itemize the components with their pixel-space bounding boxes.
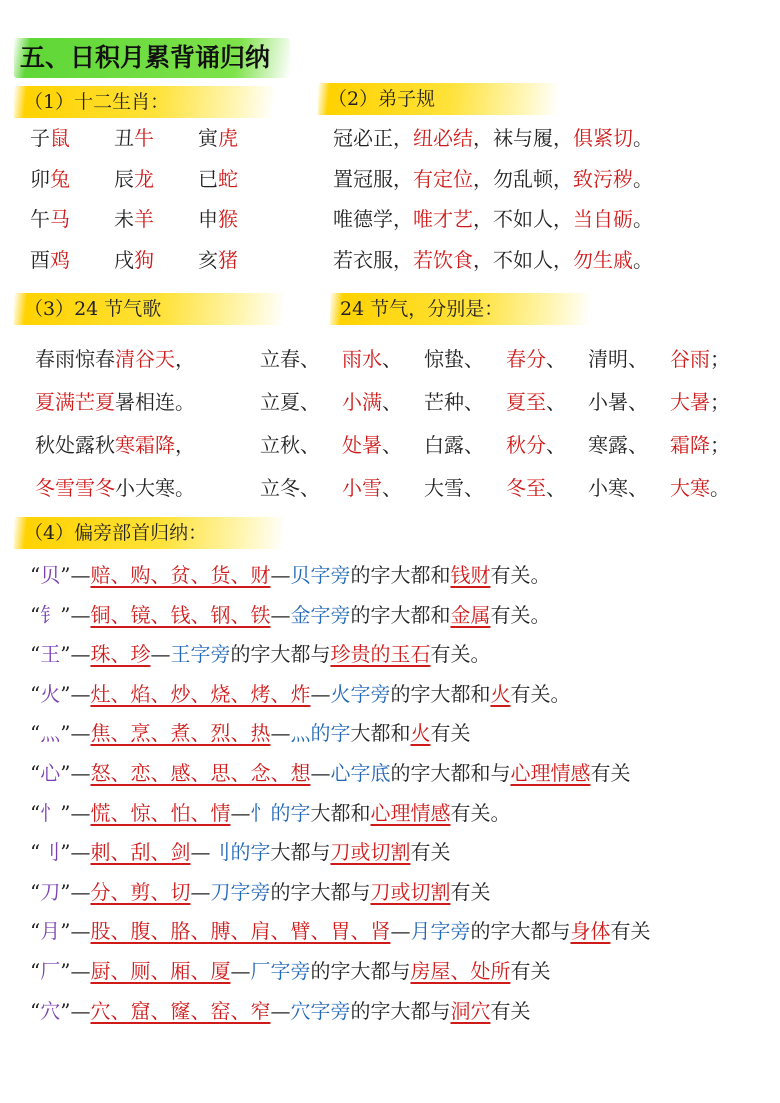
- jieqi-term: [588, 467, 670, 510]
- radical-char: 贝: [40, 563, 61, 587]
- radical-name: 刀字旁: [210, 879, 271, 904]
- zodiac-branch: 亥: [198, 247, 218, 272]
- jieqi-term: [424, 424, 506, 467]
- radical-row: [30, 952, 650, 992]
- zodiac-branch: 戌: [114, 247, 134, 272]
- radical-end: 有关。: [510, 681, 571, 706]
- zodiac-branch: 未: [114, 207, 134, 231]
- zodiac-row: [30, 199, 282, 240]
- dizigui-segment: ，不如人，: [473, 247, 573, 272]
- jieqi-song-line: [35, 338, 195, 381]
- radical-end: 有关: [610, 919, 651, 944]
- zodiac-branch: 辰: [114, 166, 134, 191]
- dash: —: [190, 879, 211, 904]
- zodiac-item: [30, 159, 114, 200]
- jieqi-song-heading: （3）24 节气歌: [14, 293, 284, 325]
- zodiac-item: [114, 199, 198, 240]
- zodiac-row: [30, 118, 282, 159]
- jieqi-list-heading: 24 节气，分别是：: [330, 293, 590, 325]
- zodiac-item: [114, 118, 198, 159]
- zodiac-animal: 鸡: [50, 247, 70, 272]
- jieqi-term-name: 立冬: [260, 476, 300, 500]
- zodiac-item: [114, 159, 198, 200]
- jieqi-term: [260, 381, 342, 424]
- zodiac-row: [30, 240, 282, 281]
- zodiac-animal: 龙: [134, 166, 154, 191]
- jieqi-term-name: 霜降: [670, 433, 710, 457]
- radical-row: [30, 556, 650, 596]
- jieqi-song-part: 暑相连。: [115, 390, 195, 414]
- jieqi-term: [424, 381, 506, 424]
- jieqi-term-name: 处暑: [342, 433, 382, 457]
- dash: —: [310, 760, 331, 785]
- jieqi-sep: 、: [464, 476, 484, 500]
- radical-char: 刀: [40, 879, 61, 904]
- jieqi-list-row: [260, 338, 752, 381]
- dash: —: [230, 958, 251, 983]
- radical-end: 有关。: [430, 642, 491, 667]
- jieqi-end: 。: [710, 476, 730, 500]
- jieqi-song-part: 小大寒。: [115, 476, 195, 500]
- zodiac-animal: 牛: [134, 126, 154, 150]
- radical-end: 有关: [490, 998, 531, 1023]
- radical-mid: 的字大都与: [310, 958, 411, 983]
- jieqi-term: [670, 467, 752, 510]
- quote-close: ”—: [60, 919, 91, 944]
- radical-char: 火: [40, 681, 61, 706]
- jieqi-sep: 、: [382, 476, 402, 500]
- jieqi-sep: 、: [628, 390, 648, 414]
- jieqi-sep: 、: [464, 390, 484, 414]
- zodiac-branch: 卯: [30, 166, 50, 191]
- zodiac-branch: 寅: [198, 126, 218, 150]
- radical-mid: 大都和: [310, 800, 371, 825]
- zodiac-item: [30, 118, 114, 159]
- dizigui-segment: 。: [633, 166, 653, 191]
- jieqi-song-line: [35, 381, 195, 424]
- radical-mid: 的字大都和: [350, 602, 451, 627]
- radical-topic: 洞穴: [450, 998, 491, 1023]
- jieqi-term-name: 雨水: [342, 347, 382, 371]
- jieqi-sep: 、: [382, 347, 402, 371]
- radical-name: 贝字旁: [290, 563, 351, 587]
- zodiac-row: [30, 159, 282, 200]
- radical-topic: 刀或切割: [330, 840, 411, 865]
- jieqi-sep: 、: [300, 390, 320, 414]
- dizigui-segment: 。: [633, 247, 653, 272]
- dash: —: [270, 563, 291, 587]
- radical-topic: 金属: [450, 602, 491, 627]
- jieqi-term: [588, 338, 670, 381]
- jieqi-sep: 、: [300, 476, 320, 500]
- radical-mid: 大都和: [350, 721, 411, 746]
- dizigui-segment: 有定位: [413, 166, 473, 191]
- radical-row: [30, 675, 650, 715]
- jieqi-sep: 、: [546, 347, 566, 371]
- radical-name: 忄的字: [250, 800, 311, 825]
- radical-examples: 慌、惊、怕、情: [90, 800, 231, 825]
- jieqi-song-punct: ，: [175, 433, 195, 457]
- jieqi-sep: 、: [382, 390, 402, 414]
- radical-examples: 刺、刮、剑: [90, 840, 191, 865]
- quote-open: “: [30, 958, 41, 983]
- zodiac-heading: （1）十二生肖：: [14, 86, 274, 118]
- radical-name: 刂的字: [210, 840, 271, 865]
- jieqi-term-name: 小满: [342, 390, 382, 414]
- jieqi-sep: 、: [546, 390, 566, 414]
- jieqi-term-name: 谷雨: [670, 347, 710, 371]
- jieqi-term: [506, 424, 588, 467]
- jieqi-term: [424, 467, 506, 510]
- radical-topic: 刀或切割: [370, 879, 451, 904]
- radical-name: 月字旁: [410, 919, 471, 944]
- radical-examples: 珠、珍: [90, 642, 151, 667]
- zodiac-branch: 午: [30, 207, 50, 231]
- radical-examples: 赔、购、贫、货、财: [90, 563, 271, 587]
- dizigui-segment: 唯才艺: [413, 207, 473, 231]
- jieqi-term: [424, 338, 506, 381]
- dizigui-segment: 纽必结: [413, 126, 473, 150]
- radical-examples: 灶、焰、炒、烧、烤、炸: [90, 681, 311, 706]
- jieqi-sep: 、: [628, 476, 648, 500]
- jieqi-term: [342, 338, 424, 381]
- quote-close: ”—: [60, 563, 91, 587]
- radical-char: 月: [40, 919, 61, 944]
- radical-char: 忄: [40, 800, 61, 825]
- radical-mid: 的字大都和: [390, 681, 491, 706]
- radical-topic: 火: [410, 721, 431, 746]
- quote-open: “: [30, 879, 41, 904]
- quote-open: “: [30, 760, 41, 785]
- jieqi-sep: 、: [546, 476, 566, 500]
- radical-char: 灬: [40, 721, 61, 746]
- dizigui-line: [333, 118, 653, 159]
- jieqi-term: [260, 338, 342, 381]
- zodiac-item: [198, 240, 282, 281]
- jieqi-sep: 、: [628, 347, 648, 371]
- jieqi-song-line: [35, 424, 195, 467]
- radical-mid: 的字大都与: [470, 919, 571, 944]
- radical-end: 有关。: [490, 563, 551, 587]
- radical-examples: 铜、镜、钱、钢、铁: [90, 602, 271, 627]
- page-title: 五、日积月累背诵归纳: [14, 38, 290, 78]
- jieqi-song-part: 清谷天: [115, 347, 175, 371]
- quote-open: “: [30, 642, 41, 667]
- dizigui-segment: 。: [633, 207, 653, 231]
- quote-close: ”—: [60, 958, 91, 983]
- radical-name: 火字旁: [330, 681, 391, 706]
- zodiac-animal: 兔: [50, 166, 70, 191]
- dash: —: [190, 840, 211, 865]
- quote-open: “: [30, 840, 41, 865]
- jieqi-term-name: 大雪: [424, 476, 464, 500]
- quote-open: “: [30, 602, 41, 627]
- quote-open: “: [30, 563, 41, 587]
- radical-row: [30, 992, 650, 1032]
- zodiac-animal: 猪: [218, 247, 238, 272]
- radical-row: [30, 833, 650, 873]
- quote-close: ”—: [60, 642, 91, 667]
- zodiac-branch: 子: [30, 126, 50, 150]
- dizigui-grid: [333, 118, 653, 280]
- jieqi-term-name: 小雪: [342, 476, 382, 500]
- jieqi-term: [670, 381, 752, 424]
- jieqi-term-name: 立夏: [260, 390, 300, 414]
- zodiac-branch: 丑: [114, 126, 134, 150]
- jieqi-term-name: 大暑: [670, 390, 710, 414]
- jieqi-song-part: 寒霜降: [115, 433, 175, 457]
- jieqi-song-line: [35, 467, 195, 510]
- dash: —: [310, 681, 331, 706]
- jieqi-term: [342, 467, 424, 510]
- jieqi-end: ；: [710, 347, 730, 371]
- quote-open: “: [30, 998, 41, 1023]
- zodiac-animal: 猴: [218, 207, 238, 231]
- jieqi-list-row: [260, 424, 752, 467]
- zodiac-animal: 虎: [218, 126, 238, 150]
- dash: —: [150, 642, 171, 667]
- radical-topic: 房屋、处所: [410, 958, 511, 983]
- dizigui-segment: 。: [633, 126, 653, 150]
- jieqi-sep: 、: [300, 347, 320, 371]
- dizigui-segment: 置冠服，: [333, 166, 413, 191]
- radical-name: 厂字旁: [250, 958, 311, 983]
- zodiac-item: [30, 199, 114, 240]
- zodiac-item: [30, 240, 114, 281]
- zodiac-grid: [30, 118, 282, 280]
- zodiac-animal: 狗: [134, 247, 154, 272]
- radical-end: 有关: [450, 879, 491, 904]
- jieqi-sep: 、: [546, 433, 566, 457]
- jieqi-term-name: 立秋: [260, 433, 300, 457]
- radical-name: 灬的字: [290, 721, 351, 746]
- jieqi-term: [588, 381, 670, 424]
- jieqi-sep: 、: [300, 433, 320, 457]
- quote-open: “: [30, 721, 41, 746]
- jieqi-term-name: 白露: [424, 433, 464, 457]
- quote-close: ”—: [60, 602, 91, 627]
- zodiac-animal: 羊: [134, 207, 154, 231]
- radical-examples: 怒、恋、感、思、念、想: [90, 760, 311, 785]
- dizigui-segment: 勿生戚: [573, 247, 633, 272]
- zodiac-branch: 酉: [30, 247, 50, 272]
- dizigui-segment: ，不如人，: [473, 207, 573, 231]
- radical-topic: 钱财: [450, 563, 491, 587]
- radical-examples: 分、剪、切: [90, 879, 191, 904]
- jieqi-song-part: 冬雪雪冬: [35, 476, 115, 500]
- radical-examples: 穴、窟、窿、窑、窄: [90, 998, 271, 1023]
- zodiac-item: [198, 199, 282, 240]
- dizigui-segment: ，勿乱顿，: [473, 166, 573, 191]
- zodiac-item: [198, 118, 282, 159]
- radical-mid: 的字大都与: [350, 998, 451, 1023]
- radical-row: [30, 635, 650, 675]
- jieqi-term-name: 寒露: [588, 433, 628, 457]
- dizigui-segment: ，袜与履，: [473, 126, 573, 150]
- jieqi-term-name: 立春: [260, 347, 300, 371]
- radicals-list: [30, 556, 650, 1031]
- jieqi-term-name: 小寒: [588, 476, 628, 500]
- jieqi-sep: 、: [382, 433, 402, 457]
- jieqi-sep: 、: [628, 433, 648, 457]
- dizigui-segment: 唯德学，: [333, 207, 413, 231]
- zodiac-animal: 鼠: [50, 126, 70, 150]
- dizigui-segment: 冠必正，: [333, 126, 413, 150]
- quote-close: ”—: [60, 681, 91, 706]
- jieqi-sep: 、: [464, 347, 484, 371]
- jieqi-end: ；: [710, 433, 730, 457]
- jieqi-term-name: 春分: [506, 347, 546, 371]
- jieqi-term-name: 芒种: [424, 390, 464, 414]
- radical-examples: 厨、厕、厢、厦: [90, 958, 231, 983]
- quote-open: “: [30, 681, 41, 706]
- quote-close: ”—: [60, 840, 91, 865]
- radical-examples: 焦、烹、煮、烈、热: [90, 721, 271, 746]
- radical-row: [30, 912, 650, 952]
- jieqi-term: [670, 338, 752, 381]
- jieqi-term: [506, 338, 588, 381]
- zodiac-animal: 马: [50, 207, 70, 231]
- dizigui-segment: 俱紧切: [573, 126, 633, 150]
- jieqi-sep: 、: [464, 433, 484, 457]
- radical-row: [30, 873, 650, 913]
- jieqi-term: [588, 424, 670, 467]
- quote-open: “: [30, 919, 41, 944]
- radical-topic: 珍贵的玉石: [330, 642, 431, 667]
- jieqi-song-part: 春雨惊春: [35, 347, 115, 371]
- jieqi-song-part: 秋处露秋: [35, 433, 115, 457]
- radical-topic: 身体: [570, 919, 611, 944]
- radical-end: 有关: [410, 840, 451, 865]
- jieqi-song-punct: ，: [175, 347, 195, 371]
- dash: —: [390, 919, 411, 944]
- radical-mid: 的字大都与: [270, 879, 371, 904]
- quote-close: ”—: [60, 879, 91, 904]
- radical-end: 有关。: [450, 800, 511, 825]
- radical-end: 有关: [510, 958, 551, 983]
- radical-row: [30, 794, 650, 834]
- dizigui-segment: 当自砺: [573, 207, 633, 231]
- zodiac-branch: 申: [198, 207, 218, 231]
- jieqi-term-name: 冬至: [506, 476, 546, 500]
- dizigui-line: [333, 240, 653, 281]
- radicals-heading: （4）偏旁部首归纳：: [14, 517, 284, 549]
- jieqi-term: [260, 424, 342, 467]
- radical-end: 有关: [590, 760, 631, 785]
- radical-end: 有关: [430, 721, 471, 746]
- radical-char: 穴: [40, 998, 61, 1023]
- radical-topic: 心理情感: [510, 760, 591, 785]
- radical-name: 心字底: [330, 760, 391, 785]
- quote-close: ”—: [60, 721, 91, 746]
- zodiac-item: [114, 240, 198, 281]
- jieqi-list-row: [260, 467, 752, 510]
- jieqi-term-name: 惊蛰: [424, 347, 464, 371]
- radical-mid: 的字大都和与: [390, 760, 511, 785]
- radical-name: 穴字旁: [290, 998, 351, 1023]
- zodiac-item: [198, 159, 282, 200]
- radical-char: 钅: [40, 602, 61, 627]
- jieqi-term: [506, 467, 588, 510]
- radical-char: 王: [40, 642, 61, 667]
- quote-close: ”—: [60, 800, 91, 825]
- jieqi-term-name: 大寒: [670, 476, 710, 500]
- quote-close: ”—: [60, 998, 91, 1023]
- radical-char: 厂: [40, 958, 61, 983]
- radical-topic: 火: [490, 681, 511, 706]
- jieqi-list-row: [260, 381, 752, 424]
- dash: —: [270, 602, 291, 627]
- zodiac-animal: 蛇: [218, 166, 238, 191]
- radical-row: [30, 714, 650, 754]
- jieqi-list: [260, 338, 752, 510]
- zodiac-branch: 已: [198, 166, 218, 191]
- jieqi-term: [506, 381, 588, 424]
- jieqi-term-name: 小暑: [588, 390, 628, 414]
- radical-char: 心: [40, 760, 61, 785]
- radical-row: [30, 596, 650, 636]
- radical-mid: 的字大都与: [230, 642, 331, 667]
- jieqi-term-name: 清明: [588, 347, 628, 371]
- radical-name: 王字旁: [170, 642, 231, 667]
- dizigui-heading: （2）弟子规: [318, 83, 558, 115]
- radical-mid: 大都与: [270, 840, 331, 865]
- jieqi-end: ；: [710, 390, 730, 414]
- radical-examples: 股、腹、胳、膊、肩、臂、胃、肾: [90, 919, 391, 944]
- dizigui-line: [333, 159, 653, 200]
- radical-row: [30, 754, 650, 794]
- dash: —: [270, 721, 291, 746]
- jieqi-term-name: 秋分: [506, 433, 546, 457]
- radical-name: 金字旁: [290, 602, 351, 627]
- jieqi-song: [35, 338, 195, 510]
- dizigui-segment: 若饮食: [413, 247, 473, 272]
- jieqi-song-part: 夏满芒夏: [35, 390, 115, 414]
- radical-end: 有关。: [490, 602, 551, 627]
- radical-topic: 心理情感: [370, 800, 451, 825]
- jieqi-term: [670, 424, 752, 467]
- radical-char: 刂: [40, 840, 61, 865]
- jieqi-term: [342, 381, 424, 424]
- dash: —: [230, 800, 251, 825]
- quote-open: “: [30, 800, 41, 825]
- jieqi-term-name: 夏至: [506, 390, 546, 414]
- radical-mid: 的字大都和: [350, 563, 451, 587]
- dash: —: [270, 998, 291, 1023]
- dizigui-line: [333, 199, 653, 240]
- jieqi-term: [260, 467, 342, 510]
- quote-close: ”—: [60, 760, 91, 785]
- dizigui-segment: 致污秽: [573, 166, 633, 191]
- jieqi-term: [342, 424, 424, 467]
- dizigui-segment: 若衣服，: [333, 247, 413, 272]
